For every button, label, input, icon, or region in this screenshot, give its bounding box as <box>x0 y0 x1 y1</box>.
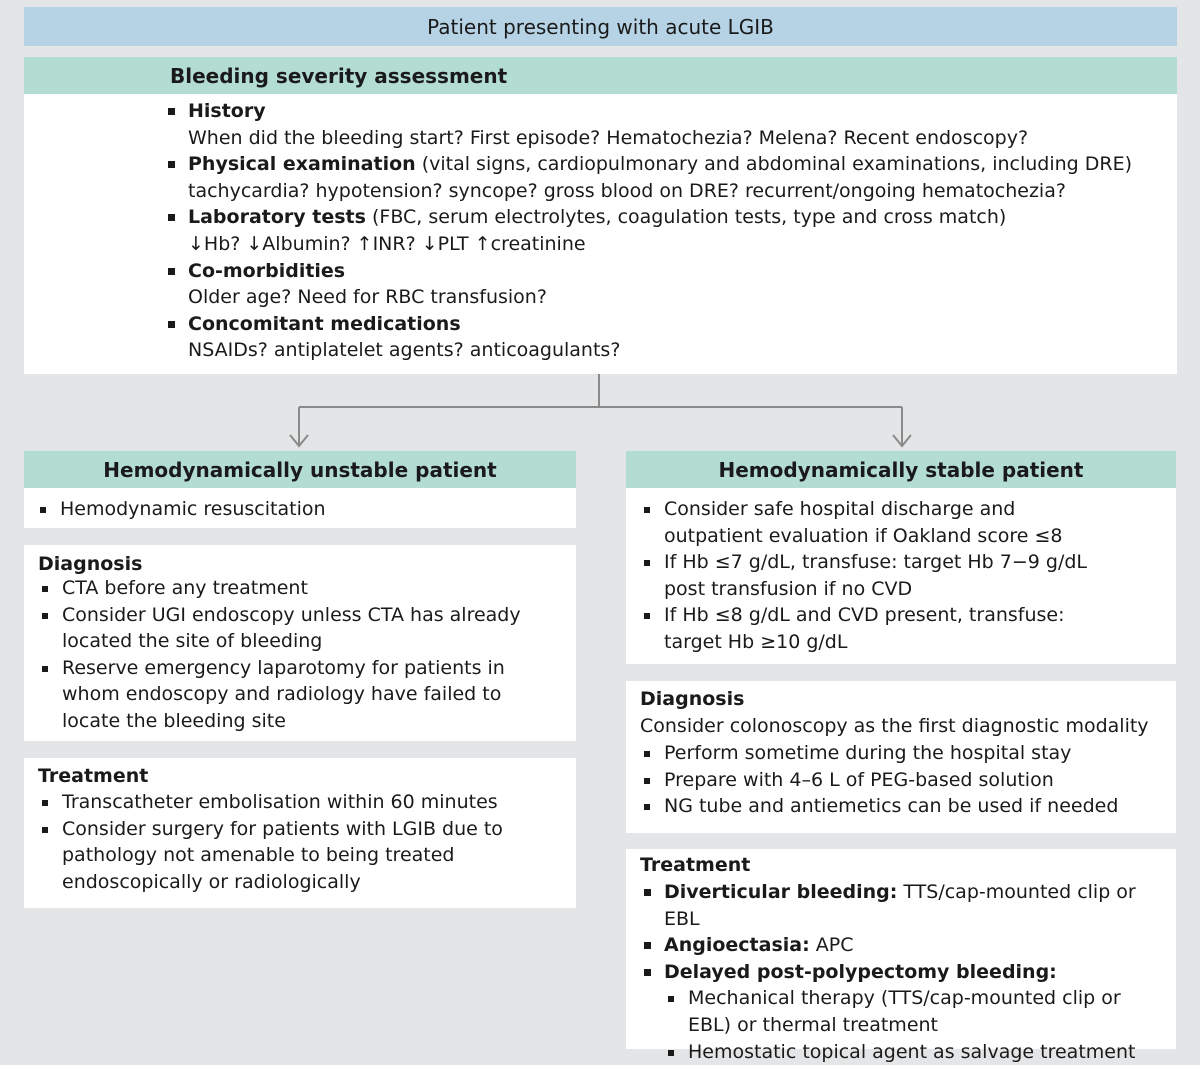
resus-item: Hemodynamic resuscitation <box>36 496 556 523</box>
unstable-title: Hemodynamically unstable patient <box>103 457 497 482</box>
unstable-diagnosis-list <box>38 575 558 735</box>
stable-diagnosis-title: Diagnosis <box>640 688 745 710</box>
stable-treatment-list <box>640 879 1165 1065</box>
labs-paren: (FBC, serum electrolytes, coagulation tests, type and cross match) <box>365 206 1007 229</box>
labs-detail: ↓Hb? ↓Albumin? ↑INR? ↓PLT ↑creatinine <box>188 232 586 255</box>
stable-diagnosis-list <box>640 740 1160 820</box>
unstable-diagnosis-item: Reserve emergency laparotomy for patients in whom endoscopy and radiology have failed to locate the bleeding site <box>38 655 558 735</box>
stable-diagnosis-item: Perform sometime during the hospital stay <box>640 740 1160 767</box>
unstable-treatment-item: Consider surgery for patients with LGIB due to pathology not amenable to being treated endoscopically or radiologically <box>38 816 558 896</box>
stable-diagnosis-intro: Consider colonoscopy as the first diagnostic modality <box>640 715 1149 737</box>
unstable-treatment-list <box>38 789 558 895</box>
stable-management-list <box>640 496 1110 656</box>
stable-header <box>626 451 1176 488</box>
comorbid-detail: Older age? Need for RBC transfusion? <box>188 286 547 309</box>
angio-label: Angioectasia: <box>664 934 810 957</box>
unstable-diagnosis-title: Diagnosis <box>38 553 143 575</box>
delayed-sub-item: Mechanical therapy (TTS/cap-mounted clip or EBL) or thermal treatment <box>664 985 1165 1038</box>
unstable-treatment-box <box>24 758 576 908</box>
stable-diagnosis-item: Prepare with 4–6 L of PEG-based solution <box>640 767 1160 794</box>
angio-detail: APC <box>809 934 854 957</box>
stable-diagnosis-box <box>626 681 1176 833</box>
stable-management-item: If Hb ≤8 g/dL and CVD present, transfuse: target Hb ≥10 g/dL <box>640 602 1110 655</box>
unstable-resus-box <box>24 488 576 528</box>
divert-detail: TTS/cap-mounted clip or EBL <box>664 881 1136 930</box>
exam-paren: (vital signs, cardiopulmonary and abdominal examinations, including DRE) <box>415 153 1133 176</box>
stable-title: Hemodynamically stable patient <box>718 457 1084 482</box>
start-title: Patient presenting with acute LGIB <box>427 14 774 39</box>
meds-detail: NSAIDs? antiplatelet agents? anticoagulants? <box>188 339 621 362</box>
comorbid-label: Co-morbidities <box>188 259 346 282</box>
unstable-treatment-item: Transcatheter embolisation within 60 minutes <box>38 789 558 816</box>
stable-treatment-title: Treatment <box>640 854 751 876</box>
flow-connector <box>0 0 1200 460</box>
unstable-header <box>24 451 576 488</box>
unstable-diagnosis-item: CTA before any treatment <box>38 575 558 602</box>
delayed-item <box>640 959 1165 1065</box>
divert-label: Diverticular bleeding: <box>664 881 898 903</box>
delayed-label: Delayed post-polypectomy bleeding: <box>664 960 1057 983</box>
stable-treatment-box <box>626 849 1176 1063</box>
exam-detail: tachycardia? hypotension? syncope? gross blood on DRE? recurrent/ongoing hematochezia? <box>188 179 1066 202</box>
delayed-sub-list <box>664 985 1165 1065</box>
unstable-diagnosis-item: Consider UGI endoscopy unless CTA has already located the site of bleeding <box>38 602 558 655</box>
stable-diagnosis-item: NG tube and antiemetics can be used if needed <box>640 793 1160 820</box>
stable-management-box <box>626 488 1176 664</box>
labs-label: Laboratory tests <box>188 206 366 229</box>
delayed-sub-item: Hemostatic topical agent as salvage treatment <box>664 1039 1165 1065</box>
history-detail: When did the bleeding start? First episode? Hematochezia? Melena? Recent endoscopy? <box>188 126 1029 149</box>
meds-label: Concomitant medications <box>188 312 461 335</box>
stable-management-item: Consider safe hospital discharge and outpatient evaluation if Oakland score ≤8 <box>640 496 1110 549</box>
resus-list <box>36 496 556 523</box>
angio-item <box>640 932 1165 959</box>
unstable-treatment-title: Treatment <box>38 765 149 787</box>
stable-management-item: If Hb ≤7 g/dL, transfuse: target Hb 7−9 g/dL post transfusion if no CVD <box>640 549 1110 602</box>
unstable-diagnosis-box <box>24 545 576 741</box>
exam-label: Physical examination <box>188 153 416 176</box>
assessment-title: Bleeding severity assessment <box>170 63 508 88</box>
divert-item <box>640 879 1165 932</box>
history-label: History <box>188 100 266 122</box>
